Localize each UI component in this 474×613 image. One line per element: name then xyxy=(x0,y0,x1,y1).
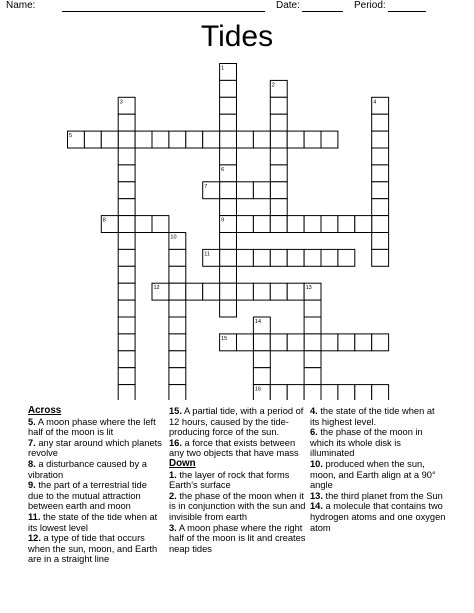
grid-cell[interactable] xyxy=(237,334,254,351)
grid-cell[interactable] xyxy=(304,216,321,233)
grid-cell[interactable] xyxy=(237,283,254,300)
grid-cell[interactable] xyxy=(287,249,304,266)
grid-cell[interactable] xyxy=(220,199,237,216)
grid-cell[interactable] xyxy=(118,216,135,233)
grid-cell[interactable] xyxy=(152,216,169,233)
grid-cell[interactable] xyxy=(372,249,389,266)
clue-number: 2. xyxy=(169,490,177,501)
grid-cell[interactable] xyxy=(321,249,338,266)
clue-text: a disturbance caused by a vibration xyxy=(28,458,147,480)
clue-item xyxy=(28,480,162,512)
grid-cell[interactable] xyxy=(287,216,304,233)
grid-cell[interactable] xyxy=(372,165,389,182)
clue-column-2 xyxy=(169,406,306,554)
clue-number: 6. xyxy=(310,427,318,438)
clue-text: produced when the sun, moon, and Earth align at a 90° angle xyxy=(310,458,436,491)
grid-cell[interactable] xyxy=(270,114,287,131)
grid-cell[interactable] xyxy=(270,165,287,182)
clue-text: any star around which planets revolve xyxy=(28,437,162,459)
date-label: Date: xyxy=(276,0,300,11)
grid-cell[interactable] xyxy=(253,351,270,368)
grid-cell[interactable] xyxy=(118,182,135,199)
grid-cell[interactable] xyxy=(321,131,338,148)
cell-number: 1 xyxy=(221,65,225,72)
clue-text: A moon phase where the left half of the moon is lit xyxy=(28,416,156,438)
grid-cell[interactable] xyxy=(118,317,135,334)
grid-cell[interactable] xyxy=(270,385,287,400)
grid-cell[interactable] xyxy=(169,351,186,368)
grid-cell[interactable] xyxy=(118,114,135,131)
grid-cell[interactable] xyxy=(321,385,338,400)
clue-text: a molecule that contains two hydrogen atoms and one oxygen atom xyxy=(310,501,446,533)
period-label: Period: xyxy=(354,0,386,11)
grid-cell[interactable] xyxy=(135,131,152,148)
grid-cell[interactable] xyxy=(372,114,389,131)
clue-number: 9. xyxy=(28,480,36,491)
grid-cell[interactable] xyxy=(372,334,389,351)
grid-cell[interactable] xyxy=(220,131,237,148)
cell-number: 8 xyxy=(102,217,106,224)
cell-number: 10 xyxy=(170,234,177,241)
clue-number: 14. xyxy=(310,501,323,512)
grid-cell[interactable] xyxy=(253,131,270,148)
grid-cell[interactable] xyxy=(304,351,321,368)
grid-cell[interactable] xyxy=(338,385,355,400)
grid-cell[interactable] xyxy=(304,249,321,266)
grid-cell[interactable] xyxy=(253,283,270,300)
clue-item xyxy=(310,427,446,459)
grid-cell[interactable] xyxy=(169,300,186,317)
cell-number: 16 xyxy=(254,386,262,393)
grid-cell[interactable] xyxy=(287,385,304,400)
grid-cell[interactable] xyxy=(118,283,135,300)
clue-number: 8. xyxy=(28,458,36,469)
grid-cell[interactable] xyxy=(169,385,186,400)
clue-number: 10. xyxy=(310,458,323,469)
clue-item xyxy=(169,491,306,523)
grid-cell[interactable] xyxy=(237,182,254,199)
grid-cell[interactable] xyxy=(220,80,237,97)
grid-cell[interactable] xyxy=(118,148,135,165)
grid-cell[interactable] xyxy=(186,283,203,300)
grid-cell[interactable] xyxy=(355,216,372,233)
grid-cell[interactable] xyxy=(270,131,287,148)
cell-number: 5 xyxy=(69,133,73,140)
grid-cell[interactable] xyxy=(101,131,118,148)
clue-text: the third planet from the Sun xyxy=(322,490,443,501)
grid-cell[interactable] xyxy=(118,199,135,216)
clue-text: the state of the tide when at its lowest level xyxy=(28,511,158,533)
clue-number: 15. xyxy=(169,406,182,416)
grid-cell[interactable] xyxy=(304,385,321,400)
grid-cell[interactable] xyxy=(118,300,135,317)
clue-text: the layer of rock that forms Earth's surface xyxy=(169,469,290,491)
grid-cell[interactable] xyxy=(220,233,237,250)
grid-cell[interactable] xyxy=(169,266,186,283)
grid-cell[interactable] xyxy=(118,266,135,283)
clue-item xyxy=(28,459,162,480)
cell-number: 13 xyxy=(305,285,312,292)
grid-cell[interactable] xyxy=(372,385,389,400)
grid-cell[interactable] xyxy=(372,182,389,199)
clue-column-3 xyxy=(310,406,446,533)
grid-cell[interactable] xyxy=(118,131,135,148)
grid-cell[interactable] xyxy=(338,216,355,233)
clue-number: 3. xyxy=(169,522,177,533)
grid-cell[interactable] xyxy=(287,334,304,351)
grid-cell[interactable] xyxy=(253,182,270,199)
grid-cell[interactable] xyxy=(135,216,152,233)
grid-cell[interactable] xyxy=(287,131,304,148)
cell-number: 2 xyxy=(271,82,275,89)
cell-number: 4 xyxy=(373,99,377,106)
clue-text: a type of tide that occurs when the sun, moon, and Earth are in a straight line xyxy=(28,533,158,565)
cell-number: 7 xyxy=(204,183,208,190)
grid-cell[interactable] xyxy=(270,283,287,300)
name-label: Name: xyxy=(6,0,36,11)
grid-cell[interactable] xyxy=(338,334,355,351)
grid-cell[interactable] xyxy=(253,368,270,385)
grid-cell[interactable] xyxy=(169,131,186,148)
clue-item xyxy=(169,470,306,491)
grid-cell[interactable] xyxy=(270,249,287,266)
grid-cell[interactable] xyxy=(304,334,321,351)
grid-cell[interactable] xyxy=(169,283,186,300)
grid-cell[interactable] xyxy=(220,266,237,283)
clue-column-1 xyxy=(28,406,162,565)
clue-text: a force that exists between any two objects that have mass xyxy=(169,437,299,459)
clue-item xyxy=(310,459,446,491)
grid-cell[interactable] xyxy=(203,283,220,300)
grid-cell[interactable] xyxy=(118,233,135,250)
clue-text: A moon phase where the right half of the moon is lit and creates neap tides xyxy=(169,522,306,554)
clue-number: 7. xyxy=(28,437,36,448)
clue-item xyxy=(169,523,306,555)
across-heading: Across xyxy=(28,405,62,416)
cell-number: 9 xyxy=(221,217,225,224)
grid-cell[interactable] xyxy=(270,199,287,216)
grid-cell[interactable] xyxy=(270,97,287,114)
clue-number: 13. xyxy=(310,490,323,501)
grid-cell[interactable] xyxy=(220,148,237,165)
clue-number: 1. xyxy=(169,469,177,480)
grid-cell[interactable] xyxy=(220,300,237,317)
clue-item xyxy=(28,438,162,459)
grid-cell[interactable] xyxy=(237,131,254,148)
grid-cell[interactable] xyxy=(186,131,203,148)
grid-cell[interactable] xyxy=(355,385,372,400)
grid-cell[interactable] xyxy=(355,334,372,351)
grid-cell[interactable] xyxy=(84,131,101,148)
grid-cell[interactable] xyxy=(169,368,186,385)
clue-item xyxy=(169,406,306,438)
clue-item xyxy=(310,501,446,533)
grid-cell[interactable] xyxy=(304,317,321,334)
clue-text: A partial tide, with a period of 12 hours, caused by the tide-producing force of the sun. xyxy=(169,406,304,438)
grid-cell[interactable] xyxy=(321,216,338,233)
grid-cell[interactable] xyxy=(152,131,169,148)
cell-number: 11 xyxy=(204,251,210,258)
page-title: Tides xyxy=(200,20,274,53)
grid-cell[interactable] xyxy=(253,334,270,351)
grid-cell[interactable] xyxy=(118,368,135,385)
grid-cell[interactable] xyxy=(220,283,237,300)
grid-cell[interactable] xyxy=(372,233,389,250)
grid-cell[interactable] xyxy=(118,385,135,400)
cell-number: 6 xyxy=(221,166,225,173)
grid-cell[interactable] xyxy=(118,351,135,368)
clue-item xyxy=(310,491,446,502)
grid-cell[interactable] xyxy=(372,216,389,233)
clue-item xyxy=(28,512,162,533)
clue-text: the part of a terrestrial tide due to the mutual attraction between earth and moon xyxy=(28,480,147,512)
clue-number: 16. xyxy=(169,437,182,448)
grid-cell[interactable] xyxy=(304,368,321,385)
grid-cell[interactable] xyxy=(237,249,254,266)
grid-cell[interactable] xyxy=(372,131,389,148)
clue-text: the phase of the moon when it is in conjunction with the sun and invisible from earth xyxy=(169,490,306,522)
grid-cell[interactable] xyxy=(287,283,304,300)
grid-cell[interactable] xyxy=(338,249,355,266)
clue-item xyxy=(169,438,306,459)
grid-cell[interactable] xyxy=(253,216,270,233)
clue-number: 5. xyxy=(28,416,36,427)
grid-cell[interactable] xyxy=(372,199,389,216)
clue-text: the state of the tide when at its highest level. xyxy=(310,406,435,427)
clue-text: the phase of the moon in which its whole disk is illuminated xyxy=(310,427,423,459)
grid-cell[interactable] xyxy=(270,334,287,351)
grid-cell[interactable] xyxy=(270,148,287,165)
grid-cell[interactable] xyxy=(220,249,237,266)
grid-cell[interactable] xyxy=(304,131,321,148)
grid-cell[interactable] xyxy=(270,182,287,199)
grid-cell[interactable] xyxy=(118,165,135,182)
grid-cell[interactable] xyxy=(118,334,135,351)
clue-number: 4. xyxy=(310,406,318,416)
grid-cell[interactable] xyxy=(321,334,338,351)
grid-cell[interactable] xyxy=(203,131,220,148)
grid-cell[interactable] xyxy=(220,97,237,114)
grid-cell[interactable] xyxy=(220,182,237,199)
clue-item xyxy=(28,417,162,438)
grid-cell[interactable] xyxy=(304,300,321,317)
cell-number: 15 xyxy=(221,335,228,342)
down-heading: Down xyxy=(169,457,196,469)
cell-number: 12 xyxy=(153,285,160,292)
grid-cell[interactable] xyxy=(169,249,186,266)
grid-cell[interactable] xyxy=(169,317,186,334)
clue-number: 12. xyxy=(28,533,41,544)
grid-cell[interactable] xyxy=(372,148,389,165)
grid-cell[interactable] xyxy=(270,216,287,233)
clue-item xyxy=(310,406,446,427)
clue-number: 11. xyxy=(28,511,41,522)
grid-cell[interactable] xyxy=(220,114,237,131)
grid-cell[interactable] xyxy=(253,249,270,266)
clue-item xyxy=(28,533,162,565)
grid-cell[interactable] xyxy=(237,216,254,233)
cell-number: 3 xyxy=(119,99,123,106)
grid-cell[interactable] xyxy=(118,249,135,266)
cell-number: 14 xyxy=(254,319,262,325)
grid-cell[interactable] xyxy=(169,334,186,351)
